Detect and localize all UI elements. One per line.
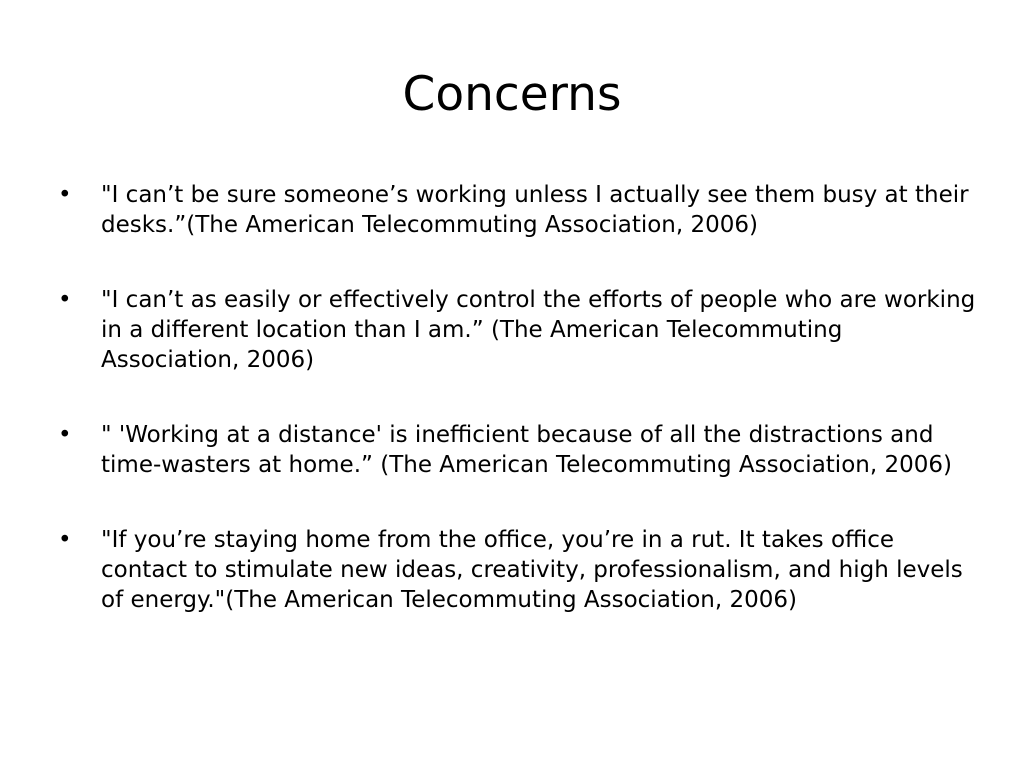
bullet-icon: • — [58, 527, 72, 553]
bullet-icon: • — [58, 287, 72, 313]
bullet-icon: • — [58, 182, 72, 208]
bullet-item — [56, 525, 976, 615]
bullet-icon: • — [58, 422, 72, 448]
bullet-text: "I can’t as easily or effectively control the efforts of people who are working in a different location than I am.” (The American Telecommuting Association, 2006) — [101, 287, 976, 373]
bullet-text: "If you’re staying home from the office, you’re in a rut. It takes office contact to stimulate new ideas, creativity, professionalism, and high levels of energy."(The American Telecommuting Association, 2006) — [101, 527, 963, 613]
bullet-list — [56, 180, 976, 615]
bullet-item — [56, 285, 976, 375]
bullet-item — [56, 180, 976, 240]
bullet-item — [56, 420, 976, 480]
bullet-text: "I can’t be sure someone’s working unless I actually see them busy at their desks.”(The American Telecommuting Association, 2006) — [101, 182, 969, 238]
bullet-text: " 'Working at a distance' is inefficient because of all the distractions and time-wasters at home.” (The American Telecommuting Association, 2006) — [101, 422, 952, 478]
slide-title: Concerns — [402, 67, 622, 122]
